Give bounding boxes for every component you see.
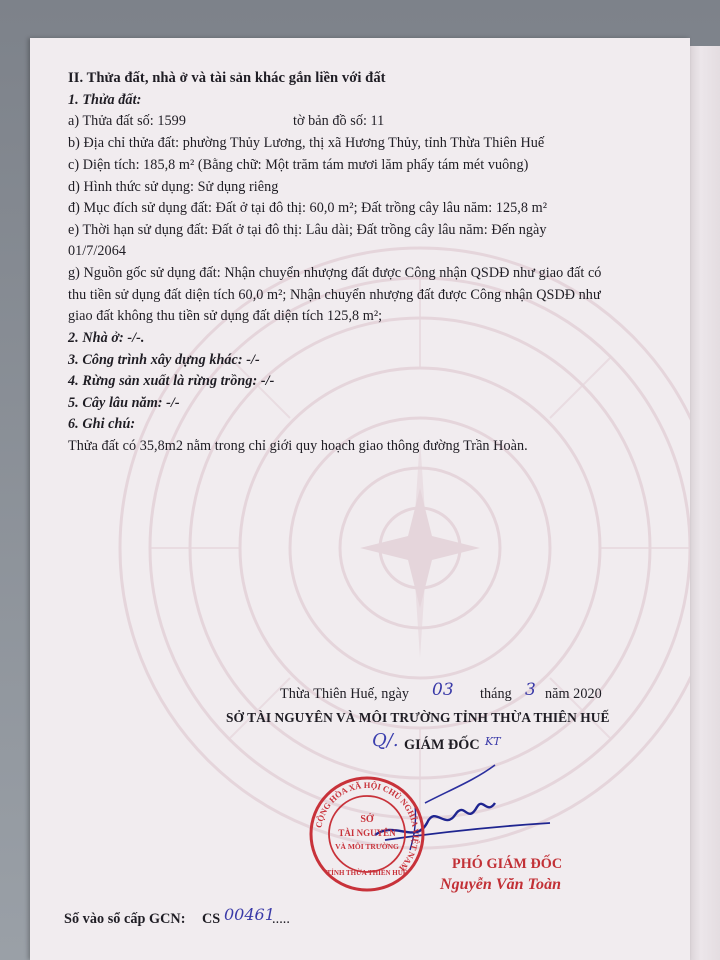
- house-item: 2. Nhà ở: -/-.: [68, 330, 145, 346]
- stamp-center-line3: VÀ MÔI TRƯỜNG: [335, 842, 399, 851]
- origin-line2: thu tiền sử dụng đất diện tích 60,0 m²; Nhận chuyển nhượng đất được Công nhận QSDĐ như: [68, 287, 601, 303]
- usage-purpose: đ) Mục đích sử dụng đất: Đất ở tại đô thị: 60,0 m²; Đất trồng cây lâu năm: 125,8 m²: [68, 200, 548, 216]
- origin-line1: g) Nguồn gốc sử dụng đất: Nhận chuyển nhượng đất được Công nhận QSDĐ như giao đất có: [68, 265, 602, 281]
- year-label: năm 2020: [545, 686, 602, 702]
- place-date-prefix: Thừa Thiên Huế, ngày: [280, 686, 409, 702]
- perennial-item: 5. Cây lâu năm: -/-: [68, 395, 180, 411]
- usage-term-line2: 01/7/2064: [68, 243, 126, 259]
- registry-dots: .....: [272, 911, 290, 927]
- handwritten-day: 03: [432, 680, 454, 700]
- handwritten-month: 3: [525, 680, 536, 700]
- stamp-center-line1: SỞ: [360, 814, 374, 825]
- usage-term-line1: e) Thời hạn sử dụng đất: Đất ở tại đô thị: Lâu dài; Đất trồng cây lâu năm: Đến ngày: [68, 222, 547, 238]
- next-page-edge: [688, 46, 720, 960]
- month-label: tháng: [480, 686, 512, 702]
- notes-heading: 6. Ghi chú:: [68, 416, 136, 432]
- section-title: II. Thửa đất, nhà ở và tài sản khác gắn liền với đất: [68, 70, 386, 86]
- parcel-area: c) Diện tích: 185,8 m² (Bằng chữ: Một trăm tám mươi lăm phẩy tám mét vuông): [68, 157, 529, 173]
- stamp-center-line2: TÀI NGUYÊN: [338, 828, 396, 838]
- stamp-bottom-text: TỈNH THỪA THIÊN HUẾ: [326, 869, 408, 877]
- issuing-agency: SỞ TÀI NGUYÊN VÀ MÔI TRƯỜNG TỈNH THỪA THIÊN HUẾ: [226, 710, 610, 725]
- forest-item: 4. Rừng sản xuất là rừng trồng: -/-: [68, 373, 275, 389]
- origin-line3: giao đất không thu tiền sử dụng đất diện tích 125,8 m²;: [68, 308, 383, 324]
- usage-form: d) Hình thức sử dụng: Sử dụng riêng: [68, 179, 279, 195]
- parcel-address: b) Địa chỉ thửa đất: phường Thủy Lương, thị xã Hương Thủy, tỉnh Thừa Thiên Huế: [68, 135, 545, 151]
- registry-label: Số vào sổ cấp GCN:: [64, 911, 186, 927]
- signer-name: Nguyễn Văn Toàn: [440, 876, 562, 893]
- handwritten-director-mark: KT: [485, 735, 501, 748]
- parcel-number: a) Thửa đất số: 1599: [68, 113, 186, 129]
- construction-item: 3. Công trình xây dựng khác: -/-: [68, 352, 260, 368]
- registry-prefix: CS: [202, 911, 221, 927]
- land-heading: 1. Thửa đất:: [68, 92, 142, 108]
- notes-text: Thửa đất có 35,8m2 nằm trong chỉ giới quy hoạch giao thông đường Trần Hoàn.: [68, 438, 528, 454]
- official-red-stamp-icon: [308, 775, 426, 893]
- director-title: GIÁM ĐỐC: [404, 737, 480, 753]
- registry-number: 00461: [224, 905, 275, 924]
- map-sheet: tờ bản đồ số: 11: [293, 113, 385, 129]
- stamp-ring-text: CỘNG HÒA XÃ HỘI CHỦ NGHĨA VIỆT NAM: [313, 779, 422, 874]
- deputy-director-title: PHÓ GIÁM ĐỐC: [452, 856, 563, 872]
- handwritten-on-behalf: Q/.: [372, 730, 399, 751]
